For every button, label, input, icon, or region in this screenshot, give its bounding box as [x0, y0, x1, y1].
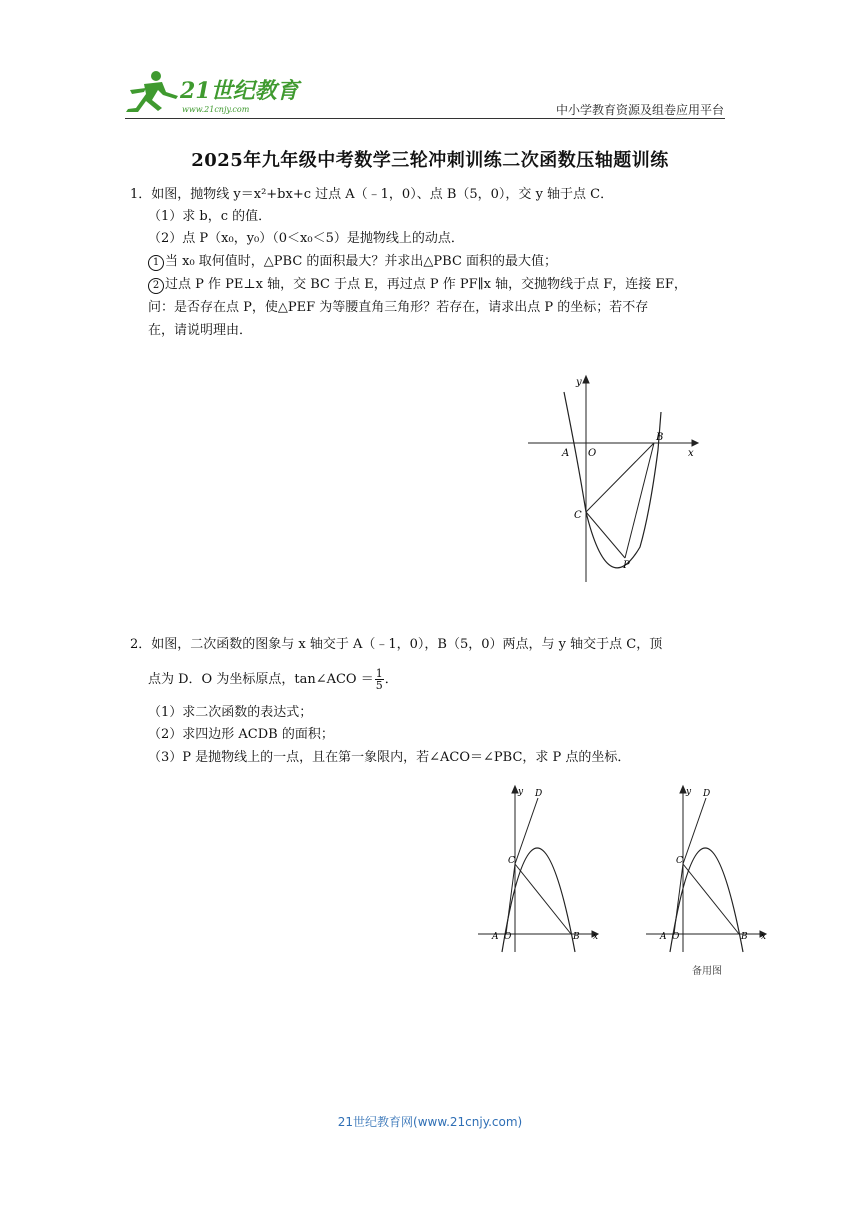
fraction-numerator: 1 — [375, 667, 383, 680]
label-p: P — [623, 560, 630, 571]
label-d: D — [703, 789, 711, 799]
site-logo — [122, 68, 312, 120]
segment-cp — [586, 512, 625, 558]
segment-cd — [683, 798, 706, 864]
logo-url: www.21cnjy.com — [182, 105, 250, 114]
label-x: x — [593, 932, 599, 942]
q1-sub1: （1）求 b，c 的值． — [148, 209, 272, 224]
segment-cd — [515, 798, 538, 864]
q2-stem: 2．如图，二次函数的图象与 x 轴交于 A（﹣1，0），B（5，0）两点，与 y 轴交于点 C，顶 — [130, 637, 663, 652]
header-divider — [125, 118, 725, 119]
parabola-curve — [564, 392, 664, 568]
label-y: y — [518, 787, 524, 797]
label-a: A — [562, 448, 570, 459]
label-a: A — [660, 932, 667, 942]
label-a: A — [492, 932, 499, 942]
q1-stem: 1．如图，抛物线 y＝x²+bx+c 过点 A（﹣1，0）、点 B（5，0），交 y 轴于点 C． — [130, 187, 614, 202]
q2-figure-main — [478, 784, 608, 954]
label-y: y — [576, 377, 582, 388]
label-b: B — [741, 932, 748, 942]
circled-number-1: 1 — [148, 255, 164, 271]
q2-figure-backup — [646, 784, 776, 954]
q1-figure — [528, 372, 703, 584]
q2-stem-cont — [148, 668, 398, 691]
segment-pb — [625, 443, 654, 558]
label-b: B — [573, 932, 580, 942]
label-o: O — [672, 932, 680, 942]
q2-stem-end: ． — [384, 672, 398, 687]
running-figure-icon — [126, 71, 178, 112]
segment-ac — [674, 864, 683, 934]
label-o: O — [504, 932, 512, 942]
q1-sub2: （2）点 P（x₀，y₀）（0＜x₀＜5）是抛物线上的动点． — [148, 231, 464, 246]
q2-sub2: （2）求四边形 ACDB 的面积； — [148, 727, 334, 742]
q1-part2-text-b: 问：是否存在点 P，使△PEF 为等腰直角三角形？若存在，请求出点 P 的坐标；若不存 — [148, 300, 649, 315]
q1-part1-text: 当 x₀ 取何值时，△PBC 的面积最大？并求出△PBC 面积的最大值； — [165, 254, 558, 269]
q2-sub3: （3）P 是抛物线上的一点，且在第一象限内，若∠ACO＝∠PBC，求 P 点的坐标． — [148, 750, 631, 765]
label-b: B — [656, 432, 664, 443]
label-x: x — [761, 932, 767, 942]
q1-part2-text-a: 过点 P 作 PE⊥x 轴，交 BC 于点 E，再过点 P 作 PF∥x 轴，交抛物线于点 F，连接 EF， — [165, 277, 687, 292]
q1-part2-text-c: 在，请说明理由． — [148, 323, 253, 338]
fraction-denominator: 5 — [375, 679, 383, 692]
footer-link[interactable]: 21世纪教育网(www.21cnjy.com) — [337, 1115, 523, 1129]
label-d: D — [535, 789, 543, 799]
x-axis-arrow-icon — [692, 440, 698, 446]
label-c: C — [676, 856, 683, 866]
segment-cb — [683, 864, 739, 934]
page-title: 2025年九年级中考数学三轮冲刺训练二次函数压轴题训练 — [191, 150, 669, 171]
label-o: O — [588, 448, 597, 459]
q1-part1 — [148, 251, 557, 273]
label-c: C — [574, 510, 582, 521]
backup-figure-label: 备用图 — [692, 966, 722, 977]
segment-cb — [515, 864, 571, 934]
fraction-one-fifth — [375, 668, 384, 691]
segment-ac — [506, 864, 515, 934]
q1-part2 — [148, 274, 687, 296]
q2-sub1: （1）求二次函数的表达式； — [148, 705, 313, 720]
circled-number-2: 2 — [148, 278, 164, 294]
label-y: y — [686, 787, 692, 797]
label-x: x — [688, 448, 694, 459]
logo-text: 21世纪教育 — [180, 78, 299, 104]
q2-stem-cont-text: 点为 D．O 为坐标原点，tan∠ACO ＝ — [148, 672, 374, 687]
label-c: C — [508, 856, 515, 866]
y-axis-arrow-icon — [583, 376, 589, 383]
platform-name: 中小学教育资源及组卷应用平台 — [555, 103, 724, 117]
